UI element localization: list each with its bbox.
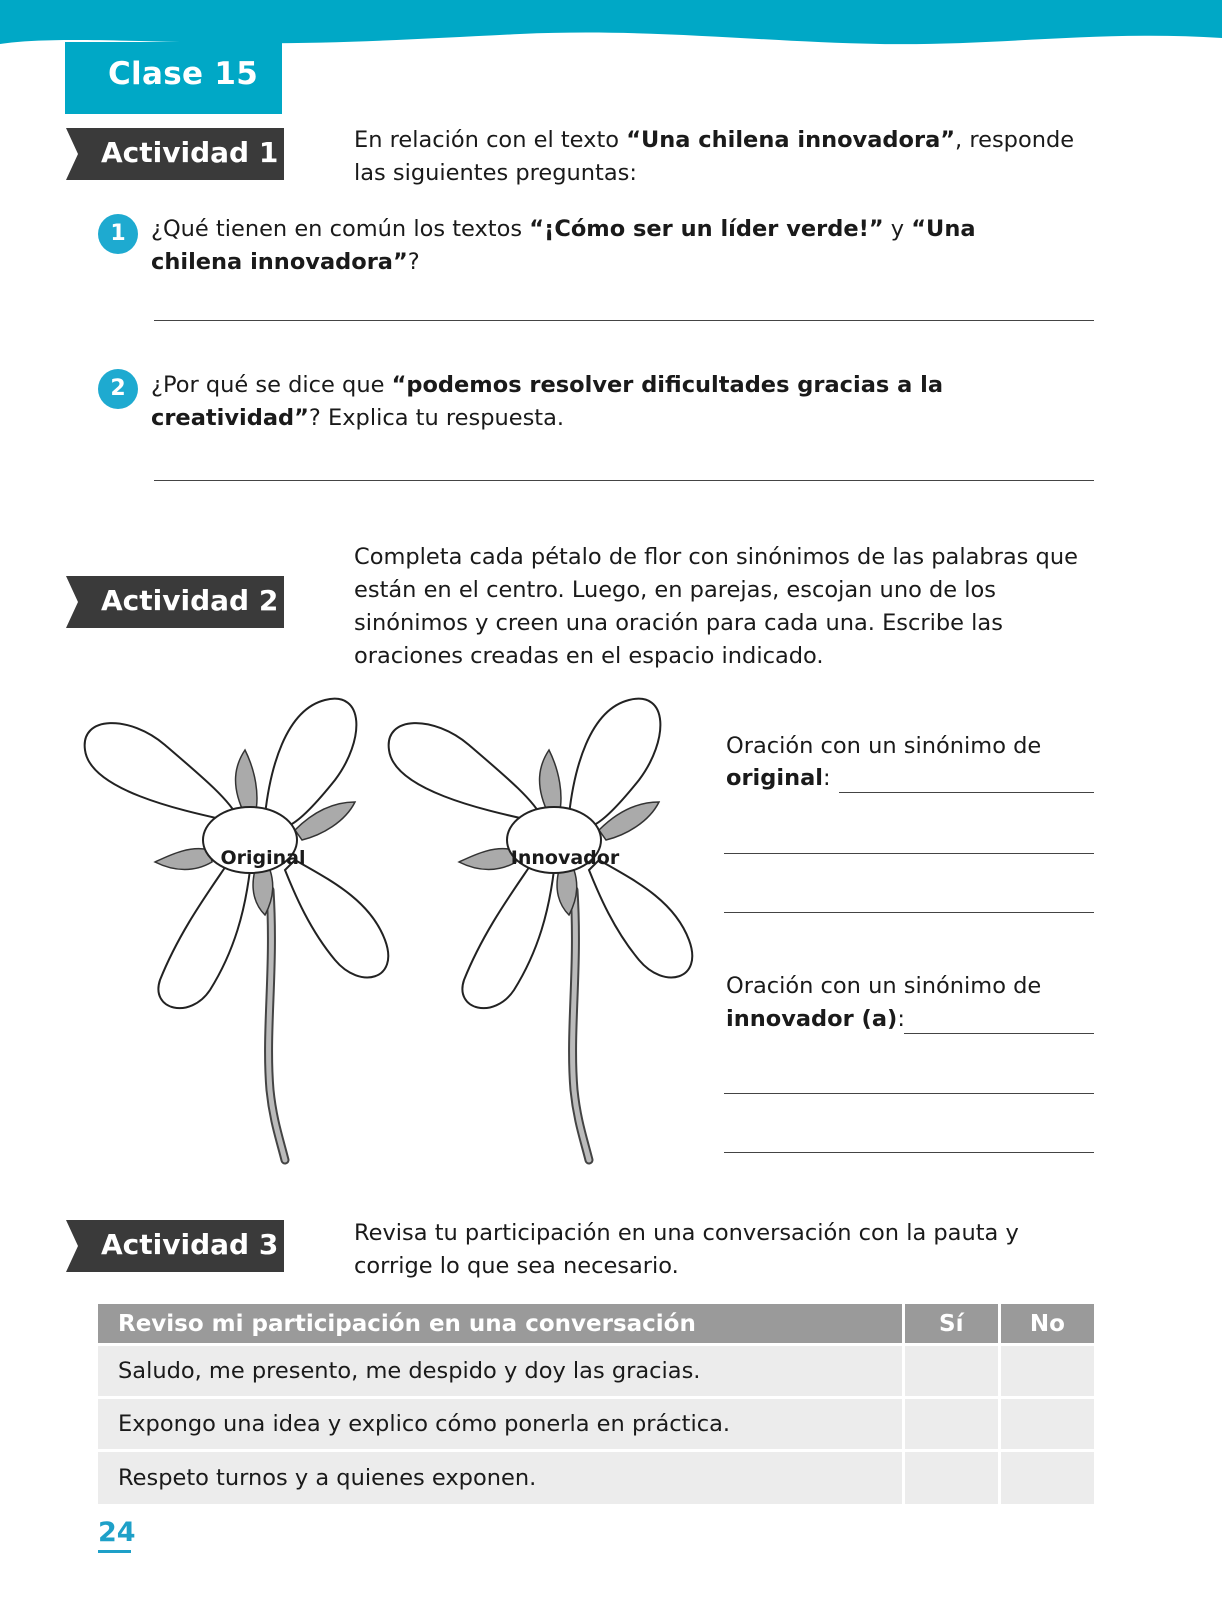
sentence-1-word: original:	[726, 765, 831, 791]
question-2-number: 2	[98, 369, 138, 409]
page-number-underline	[98, 1550, 131, 1553]
question-1-number: 1	[98, 214, 138, 254]
flowers-illustration	[70, 690, 710, 1180]
flower-center-innovador: Innovador	[510, 847, 620, 869]
check-cell-si[interactable]	[905, 1452, 1001, 1507]
table-row-criterio: Respeto turnos y a quienes exponen.	[98, 1452, 905, 1507]
table-header-row	[98, 1304, 1094, 1346]
table-header-criterio: Reviso mi participación en una conversación	[98, 1304, 905, 1346]
actividad-1-tag	[66, 128, 284, 180]
sentence-2-word: innovador (a):	[726, 1006, 905, 1032]
actividad-1-label: Actividad 1	[101, 136, 279, 169]
table-row	[98, 1452, 1094, 1507]
flower-center-original: Original	[220, 847, 306, 869]
sentence-1-line-1[interactable]	[839, 792, 1094, 793]
sentence-1-line-3[interactable]	[724, 912, 1094, 913]
sentence-2-prefix: Oración con un sinónimo de	[726, 973, 1042, 999]
table-row	[98, 1346, 1094, 1399]
check-cell-no[interactable]	[1001, 1346, 1094, 1399]
actividad-2-label: Actividad 2	[101, 584, 279, 617]
actividad-2-tag	[66, 576, 284, 628]
sentence-1-prefix: Oración con un sinónimo de	[726, 733, 1042, 759]
actividad-2-intro: Completa cada pétalo de flor con sinónimos de las palabras que están en el centro. Luego, en parejas, escojan uno de los sinónimos y creen una oración para cada una. Escribe las oraciones creadas en el espacio indicado.	[354, 544, 1078, 669]
check-cell-no[interactable]	[1001, 1399, 1094, 1452]
table-header-si: Sí	[905, 1304, 1001, 1346]
pauta-table	[98, 1304, 1094, 1507]
check-cell-no[interactable]	[1001, 1452, 1094, 1507]
clase-title: Clase 15	[108, 56, 259, 92]
table-header-no: No	[1001, 1304, 1094, 1346]
sentence-2-line-1[interactable]	[904, 1033, 1094, 1034]
actividad-3-label: Actividad 3	[101, 1228, 279, 1261]
table-row	[98, 1399, 1094, 1452]
sentence-1-line-2[interactable]	[724, 853, 1094, 854]
answer-line-2[interactable]	[154, 480, 1094, 481]
answer-line-1[interactable]	[154, 320, 1094, 321]
actividad-3-intro: Revisa tu participación en una conversación con la pauta y corrige lo que sea necesario.	[354, 1220, 1019, 1279]
table-row-criterio: Saludo, me presento, me despido y doy las gracias.	[98, 1346, 905, 1399]
actividad-1-intro: En relación con el texto “Una chilena innovadora”, responde las siguientes preguntas:	[354, 127, 1075, 186]
actividad-3-tag	[66, 1220, 284, 1272]
question-1-text: ¿Qué tienen en común los textos “¡Cómo ser un líder verde!” y “Una chilena innovadora”?	[151, 216, 976, 275]
table-row-criterio: Expongo una idea y explico cómo ponerla en práctica.	[98, 1399, 905, 1452]
sentence-2-line-3[interactable]	[724, 1152, 1094, 1153]
check-cell-si[interactable]	[905, 1346, 1001, 1399]
page-number: 24	[98, 1517, 136, 1548]
check-cell-si[interactable]	[905, 1399, 1001, 1452]
sentence-2-line-2[interactable]	[724, 1093, 1094, 1094]
question-2-text: ¿Por qué se dice que “podemos resolver dificultades gracias a la creatividad”? Explica tu respuesta.	[151, 372, 944, 431]
